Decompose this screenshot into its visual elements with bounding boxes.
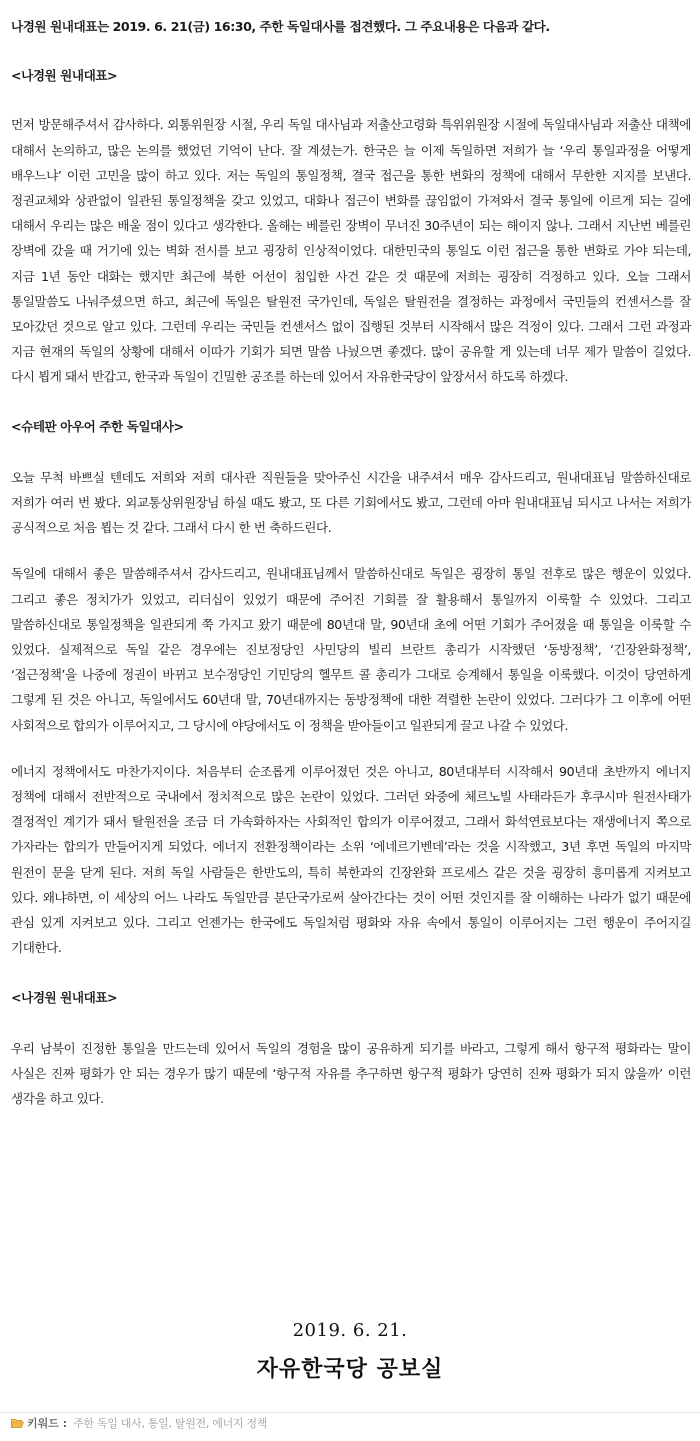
- section-paragraph: 우리 남북이 진정한 통일을 만드는데 있어서 독일의 경험을 많이 공유하게 되기를 바라고, 그렇게 해서 항구적 평화라는 말이 사실은 진짜 평화가 안 되는 경우가 많기 때문에 ‘항구적 자유를 추구하면 항구적 평화가 당연히 진짜 평화가 되지 않을까’ 이런 생각을 하고 있다.: [11, 1040, 691, 1107]
- issuing-office: 자유한국당 공보실: [256, 1357, 444, 1382]
- keyword-bar: [11, 1413, 691, 1433]
- section-heading-nakw-2: <나경원 원내대표>: [11, 989, 118, 1005]
- section-paragraph: 먼저 방문해주셔서 감사하다. 외통위원장 시절, 우리 독일 대사님과 저출산고령화 특위위원장 시절에 독일대사님과 저출산 대책에 대해서 논의하고, 많은 논의를 했었던 기억이 난다. 잘 계셨는가. 한국은 늘 이제 독일하면 저희가 늘 ‘우리 통일과정을 어떻게 배우느냐’ 이런 고민을 많이 하고 있다. 저는 독일의 통일정책, 결국 접근을 통한 변화의 정책에 대해서 무한한 지지를 보낸다. 정권교체와 상관없이 일관된 통일정책을 갖고 있었고, 대화나 접근이 변화를 끊임없이 가져와서 결국 통일에 이르게 되는 길에 대해서 우리는 많은 배울 점이 있다고 생각한다. 올해는 베를린 장벽이 무너진 30주년이 되는 해이지 않나. 그래서 지난번 베를린 장벽에 갔을 때 거기에 있는 벽화 전시를 보고 굉장히 인상적이었다. 대한민국의 통일도 이런 접근을 통한 변화로 가야 되는데, 지금 1년 동안 대화는 했지만 최근에 북한 어선이 침입한 사건 같은 것 때문에 저희는 굉장히 걱정하고 있다. 오늘 그래서 통일말씀도 나눠주셨으면 하고, 최근에 독일은 탈원전 국가인데, 독일은 탈원전을 결정하는 과정에서 국민들의 컨센서스를 잘 모아갔던 것으로 알고 있다. 그런데 우리는 국민들 컨센서스 없이 집행된 것부터 시작해서 많은 걱정이 있다. 그래서 그런 과정과 지금 현재의 독일의 상황에 대해서 이따가 기회가 되면 말씀 나눴으면 좋겠다. 많이 공유할 게 있는데 너무 제가 말씀이 길었다. 다시 뵙게 돼서 반갑고, 한국과 독일이 긴밀한 공조를 하는데 있어서 자유한국당이 앞장서서 하도록 하겠다.: [11, 117, 691, 385]
- keyword-label: 키워드 :: [27, 1417, 68, 1430]
- intro-line: 나경원 원내대표는 2019. 6. 21(금) 16:30, 주한 독일대사를 접견했다. 그 주요내용은 다음과 같다.: [11, 19, 550, 34]
- section-heading-nakw-1: <나경원 원내대표>: [11, 68, 118, 84]
- press-release-body: [11, 14, 691, 1111]
- keyword-list[interactable]: 주한 독일 대사, 통일, 탈원전, 에너지 정책: [73, 1417, 268, 1430]
- section-paragraph: 독일에 대해서 좋은 말씀해주셔서 감사드리고, 원내대표님께서 말씀하신대로 독일은 굉장히 통일 전후로 많은 행운이 있었다. 그리고 좋은 정치가가 있었고, 리더십이 있었기 때문에 주어진 기회를 잘 활용해서 통일까지 이룩할 수 있었다. 그리고 말씀하신대로 통일정책을 일관되게 쭉 가지고 왔기 때문에 80년대 말, 90년대 초에 어떤 기회가 주어졌을 때 통일을 이룩할 수 있었다. 실제적으로 독일 같은 경우에는 진보정당인 사민당의 빌리 브란트 총리가 시작했던 ‘동방정책’, ‘긴장완화정책’, ‘접근정책’을 나중에 정권이 바뀌고 보수정당인 기민당의 헬무트 콜 총리가 그대로 승계해서 통일을 이룩했다. 이것이 당연하게 그렇게 된 것은 아니고, 독일에서도 60년대 말, 70년대까지는 동방정책에 대한 격렬한 논란이 있었다. 그러다가 그 이후에 어떤 사회적으로 합의가 이루어지고, 그 당시에 야당에서도 이 정책을 받아들이고 일관되게 끌고 나갈 수 있었다.: [11, 566, 691, 733]
- section-paragraph: 오늘 무척 바쁘실 텐데도 저희와 저희 대사관 직원들을 맞아주신 시간을 내주셔서 매우 감사드리고, 원내대표님 말씀하신대로 저희가 여러 번 봤다. 외교통상위원장님 하실 때도 봤고, 또 다른 기회에서도 봤고, 그런데 아마 원내대표님 되시고 나서는 저희가 공식적으로 처음 뵙는 것 같다. 그래서 다시 한 번 축하드린다.: [11, 469, 691, 536]
- section-paragraph: 에너지 정책에서도 마찬가지이다. 처음부터 순조롭게 이루어졌던 것은 아니고, 80년대부터 시작해서 90년대 초반까지 에너지 정책에 대해서 전반적으로 국내에서 정치적으로 많은 논란이 있었다. 그러던 와중에 체르노빌 사태라든가 후쿠시마 원전사태가 결정적인 계기가 돼서 탈원전을 조금 더 가속화하자는 사회적인 합의가 이루어졌고, 그래서 화석연료보다는 재생에너지 쪽으로 가자라는 합의가 만들어지게 되었다. 에너지 전환정책이라는 소위 ‘에네르기벤데’라는 것을 시작했고, 3년 후면 독일의 마지막 원전이 문을 닫게 된다. 저희 독일 사람들은 한반도의, 특히 북한과의 긴장완화 프로세스 같은 것을 굉장히 흥미롭게 지켜보고 있다. 왜냐하면, 이 세상의 어느 나라도 독일만큼 분단국가로써 살아간다는 것이 어떤 것인지를 잘 이해하는 나라가 없기 때문에 관심 있게 지켜보고 있다. 그리고 언젠가는 한국에도 독일처럼 평화와 자유 속에서 통일이 이루어지는 그런 행운이 주어지길 기대한다.: [11, 763, 691, 956]
- section-heading-ambassador: <슈테판 아우어 주한 독일대사>: [11, 418, 184, 434]
- release-date: 2019. 6. 21.: [292, 1320, 408, 1341]
- folder-icon: [11, 1418, 24, 1428]
